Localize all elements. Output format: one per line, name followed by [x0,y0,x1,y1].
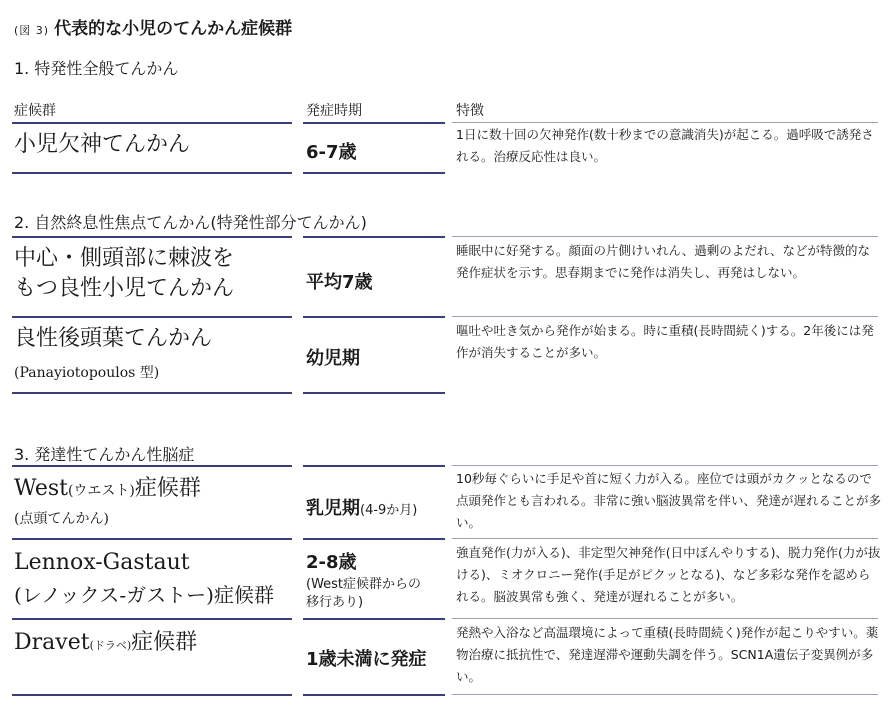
divider [303,172,445,174]
features-text: 睡眠中に好発する。顔面の片側けいれん、過剰のよだれ、などが特徴的な発作症状を示す。思春期までに発作は消失し、再発はしない。 [456,243,871,280]
divider [12,538,292,540]
divider [12,694,292,696]
figure-title [14,14,292,39]
divider [303,538,445,540]
onset-value: 1歳未満に発症 [306,649,427,670]
syndrome-name [14,628,197,658]
divider [452,694,878,695]
divider [12,618,292,620]
features-text: 強直発作(力が入る)、非定型欠神発作(日中ぼんやりする)、脱力発作(力が抜ける)、ミオクロニー発作(手足がピクッとなる)、など多彩な発作を認められる。脳波異常も強く、発達が遅れることが多い。 [456,545,881,604]
syndrome-name-reading: (ウエスト) [67,483,135,499]
syndrome-name-reading: (ドラベ) [89,639,132,652]
onset-detail-line2: 移行あり) [306,594,364,610]
divider [303,122,445,124]
column-header-features: 特徴 [456,103,484,119]
syndrome-name-tail: 症候群 [131,630,198,655]
onset-detail [306,576,421,611]
column-header-onset: 発症時期 [306,103,362,119]
figure-label: (図 3) [14,24,50,37]
onset-detail-line1: (West症候群からの [306,577,422,592]
section-heading-1: 1. 特発性全般てんかん [14,59,179,78]
divider [303,465,445,467]
divider [12,236,292,238]
divider [452,236,878,237]
divider [12,465,292,467]
divider [12,122,292,124]
syndrome-subname: (Panayiotopoulos 型) [14,365,160,381]
onset-value: 平均7歳 [306,272,373,293]
syndrome-name-tail: 症候群 [134,476,201,501]
divider [12,172,292,174]
section-heading-2: 2. 自然終息性焦点てんかん(特発性部分てんかん) [14,213,367,232]
onset-value: 幼児期 [306,348,360,369]
syndrome-subname: (点頭てんかん) [14,511,109,527]
onset-value: 2-8歳 [306,552,357,573]
section-heading-3: 3. 発達性てんかん性脳症 [14,445,195,464]
divider [303,694,445,696]
onset-detail: (4-9か月) [360,503,418,518]
syndrome-name-main: West [14,476,68,501]
divider [303,316,445,318]
features-text: 嘔吐や吐き気から発作が始まる。時に重積(長時間続く)する。2年後には発作が消失することが多い。 [456,323,874,360]
divider [452,538,878,539]
divider [303,392,445,394]
onset-main: 乳児期 [306,498,360,519]
features-text: 1日に数十回の欠神発作(数十秒までの意識消失)が起こる。過呼吸で誘発される。治療反応性は良い。 [456,127,874,164]
divider [303,236,445,238]
syndrome-name-line2: (レノックス-ガストー)症候群 [14,583,274,607]
features-text: 発熱や入浴など高温環境によって重積(長時間続く)発作が起こりやすい。薬物治療に抵抗性で、発達遅滞や運動失調を伴う。SCN1A遺伝子変異例が多い。 [456,625,879,684]
syndrome-name: 小児欠神てんかん [14,132,191,157]
divider [303,618,445,620]
syndrome-name: Lennox-Gastaut [14,550,190,575]
syndrome-name [14,244,234,303]
onset-value: 6-7歳 [306,142,357,163]
page-title: 代表的な小児のてんかん症候群 [54,19,293,39]
syndrome-name-line1: 中心・側頭部に棘波を [14,246,235,271]
divider [452,122,878,123]
column-header-syndrome: 症候群 [14,103,56,119]
syndrome-name-line2: もつ良性小児てんかん [14,275,235,301]
features-text: 10秒毎ぐらいに手足や首に短く力が入る。座位では頭がカクッとなるので点頭発作とも言われる。非常に強い脳波異常を伴い、発達が遅れることが多い。 [456,471,882,530]
syndrome-name-main: Dravet [14,630,90,655]
divider [12,392,292,394]
syndrome-name: 良性後頭葉てんかん [14,326,213,351]
divider [452,618,878,619]
divider [452,316,878,317]
divider [452,465,878,466]
onset-value [306,494,417,520]
syndrome-name [14,474,201,504]
divider [12,316,292,318]
